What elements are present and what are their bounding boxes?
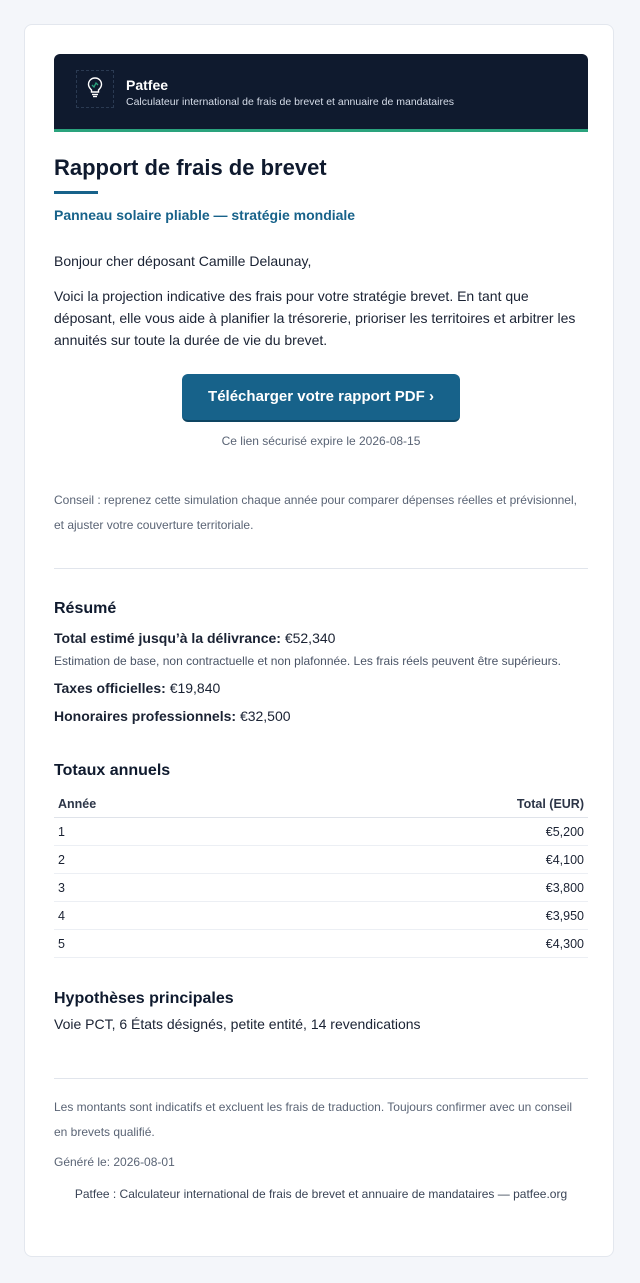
year-cell: 4 [54,902,257,930]
download-pdf-button[interactable]: Télécharger votre rapport PDF › [182,374,460,422]
email-content [54,54,588,1201]
total-cell: €3,800 [257,874,588,902]
tip-text: Conseil : reprenez cette simulation chaque année pour comparer dépenses réelles et prévisionnel, et ajuster votre couverture territoriale. [54,493,577,532]
professional-fees-label: Honoraires professionnels: [54,708,237,724]
annual-totals-title: Totaux annuels [54,762,171,779]
report-subtitle: Panneau solaire pliable — stratégie mondiale [54,207,356,223]
total-cell: €4,100 [257,846,588,874]
table-header-row [54,790,588,818]
summary-title: Résumé [54,600,117,617]
year-cell: 3 [54,874,257,902]
year-cell: 2 [54,846,257,874]
assumptions-title: Hypothèses principales [54,990,234,1007]
official-fees-line [54,678,588,698]
total-cell: €4,300 [257,930,588,958]
table-row [54,846,588,874]
email-card [24,24,614,1257]
column-header-total: Total (EUR) [257,790,588,818]
greeting: Bonjour cher déposant Camille Delaunay, [54,253,312,269]
assumptions-text: Voie PCT, 6 États désignés, petite entité, 14 revendications [54,1016,421,1032]
professional-fees-value: €32,500 [239,708,291,724]
total-estimate-label: Total estimé jusqu’à la délivrance: [54,630,281,646]
professional-fees-line [54,706,588,726]
table-row [54,874,588,902]
total-estimate-note: Estimation de base, non contractuelle et non plafonnée. Les frais réels peuvent être supérieurs. [54,654,561,668]
intro-paragraph: Voici la projection indicative des frais pour votre stratégie brevet. En tant que déposant, elle vous aide à planifier la trésorerie, prioriser les territoires et arbitrer les annuités sur toute la durée de vie du brevet. [54,288,576,348]
footer-divider [54,1078,588,1079]
brand-header [54,54,588,132]
logo [76,70,114,108]
divider [54,568,588,569]
table-row [54,902,588,930]
footer-brand-line: Patfee : Calculateur international de frais de brevet et annuaire de mandataires — patfee.org [74,1187,568,1201]
total-cell: €3,950 [257,902,588,930]
year-cell: 5 [54,930,257,958]
total-cell: €5,200 [257,818,588,846]
total-estimate-value: €52,340 [284,630,336,646]
disclaimer-text: Les montants sont indicatifs et excluent les frais de traduction. Toujours confirmer avec un conseil en brevets qualifié. [54,1100,573,1139]
official-fees-label: Taxes officielles: [54,680,166,696]
title-underline [54,191,98,194]
link-expiry-note: Ce lien sécurisé expire le 2026-08-15 [221,434,421,448]
table-row [54,818,588,846]
report-title: Rapport de frais de brevet [54,155,327,180]
annual-totals-table [54,790,588,958]
lightbulb-icon [86,76,104,103]
official-fees-value: €19,840 [169,680,221,696]
table-row [54,930,588,958]
column-header-year: Année [54,790,257,818]
total-estimate-line [54,628,588,648]
brand-tagline: Calculateur international de frais de brevet et annuaire de mandataires [126,96,455,108]
cta-container [54,374,588,422]
generated-date: Généré le: 2026-08-01 [54,1155,175,1169]
brand-name: Patfee [126,77,169,93]
year-cell: 1 [54,818,257,846]
